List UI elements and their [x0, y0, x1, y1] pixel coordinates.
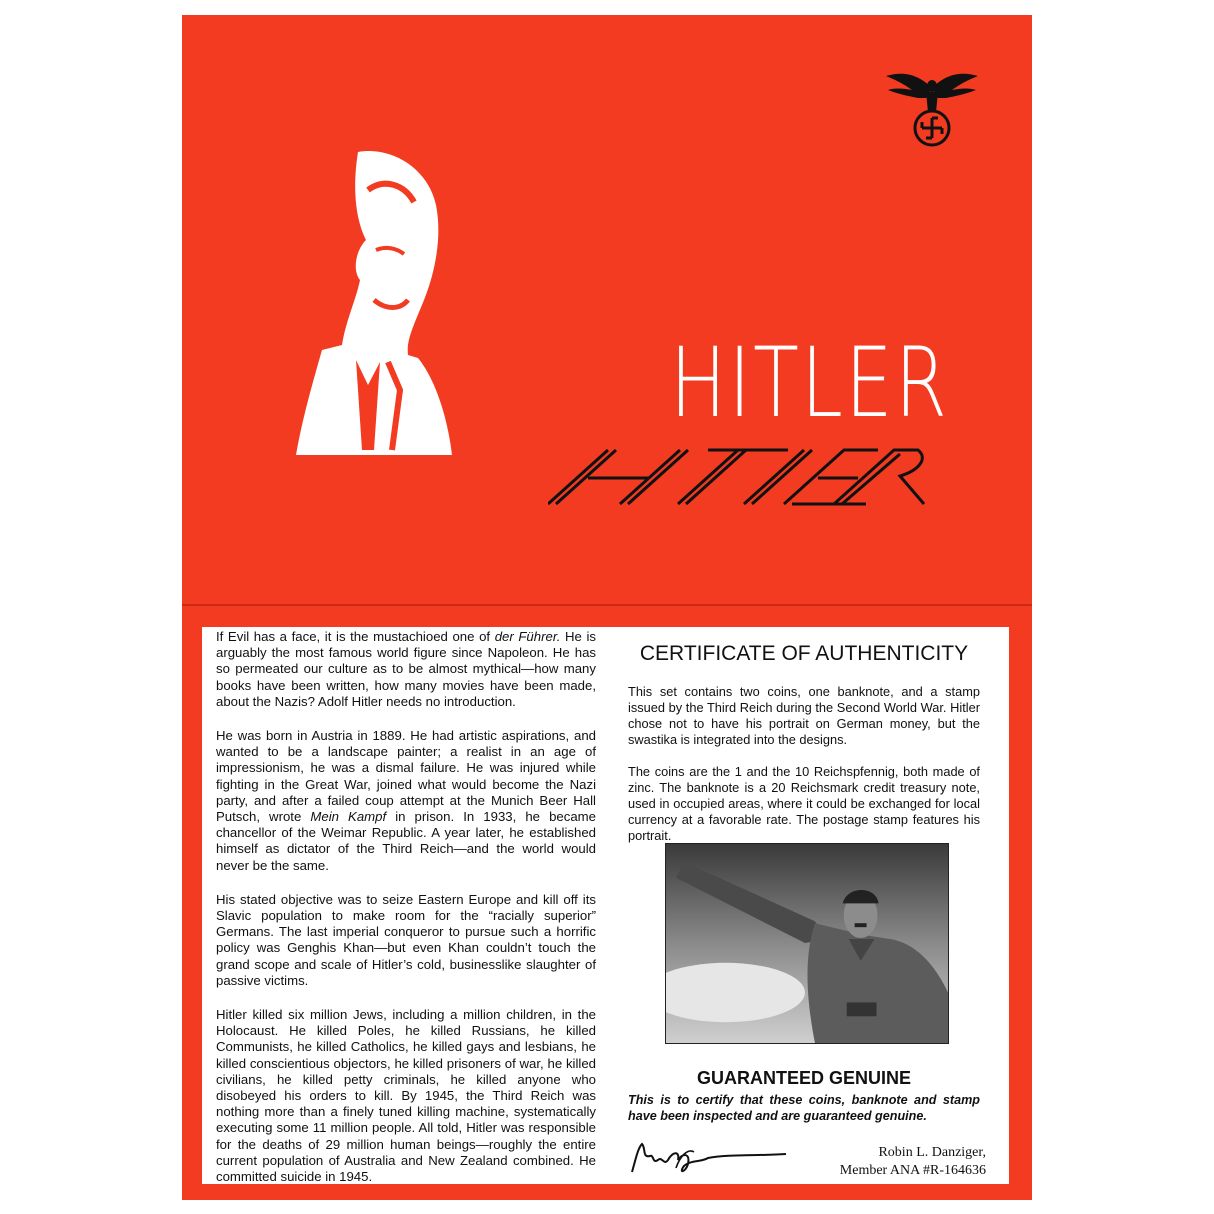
intro-p1-text: If Evil has a face, it is the mustachioed one of — [216, 629, 495, 644]
signer-name: Robin L. Danziger, — [878, 1145, 986, 1160]
intro-p2-emphasis: Mein Kampf — [310, 809, 387, 825]
certificate-column — [628, 640, 980, 860]
intro-p2-text: He was born in Austria in 1889. He had artistic aspirations, and wanted to be a landscape painter; a realist in an age of impressionism, he was a dismal failure. He was injured while fighting in the Great War, joined what would become the Nazi party, and after a failed coup attempt at the Munich Beer Hall Putsch, wrote — [216, 728, 596, 825]
certificate-title: CERTIFICATE OF AUTHENTICITY — [639, 642, 969, 665]
intro-p2-text-end: in prison. In 1933, he became chancellor of the Weimar Republic. A year later, he established himself as dictator of the Third Reich—and the world would never be the same. — [216, 809, 596, 873]
title-reflection-graphic — [548, 448, 928, 506]
guaranteed-statement: This is to certify that these coins, banknote and stamp have been inspected and are guaranteed genuine. — [628, 1093, 980, 1123]
signer-membership: Member ANA #R-164636 — [839, 1163, 986, 1178]
guaranteed-title: GUARANTEED GENUINE — [696, 1068, 911, 1088]
signer-block — [828, 1144, 986, 1180]
intro-paragraph-3: His stated objective was to seize Eastern Europe and kill off its Slavic population to make room for the “racially superior” Germans. The last imperial conqueror to pursue such a horrific policy was Genghis Khan—but even Khan couldn’t touch the grand scope and scale of Hitler’s cold, businesslike slaughter of passive victims. — [216, 891, 596, 988]
intro-paragraph-2 — [216, 728, 596, 874]
cover-title: HITLER — [670, 327, 950, 439]
card-fold-line — [182, 604, 1032, 606]
intro-paragraph-4: Hitler killed six million Jews, including a million children, in the Holocaust. He killed Poles, he killed Russians, he killed Communists, he killed Catholics, he killed gays and lesbians, he killed conscientious objectors, he killed prisoners of war, he killed civilians, he killed petty criminals, he killed anyone who disobeyed his orders to kill. By 1945, the Third Reich was nothing more than a finely tuned killing machine, systematically executing some 11 million people. All told, Hitler was responsible for the deaths of 29 million human beings—roughly the entire current population of Australia and New Zealand combined. He committed suicide in 1945. — [216, 1007, 596, 1185]
intro-p1-text-end: He is arguably the most famous world figure since Napoleon. He has so permeated our culture as to be almost mythical—how many books have been written, how many movies have been made, about the Nazis? Adolf Hitler needs no introduction. — [216, 629, 596, 709]
certificate-paragraph-2: The coins are the 1 and the 10 Reichspfennig, both made of zinc. The banknote is a 20 Reichsmark credit treasury note, used in occupied areas, where it could be exchanged for local currency at a favorable rate. The postage stamp features his portrait. — [628, 764, 980, 843]
eagle-emblem-icon — [886, 68, 978, 148]
intro-p1-emphasis: der Führer. — [494, 629, 561, 644]
silhouette-portrait — [296, 150, 456, 455]
saluting-photo — [665, 843, 949, 1044]
handwritten-signature — [628, 1138, 788, 1178]
intro-paragraph-1 — [216, 629, 596, 710]
certificate-paragraph-1: This set contains two coins, one banknote, and a stamp issued by the Third Reich during the Second World War. Hitler chose not to have his portrait on German money, but the swastika is integrated into the designs. — [628, 684, 980, 747]
intro-column — [216, 627, 596, 1203]
